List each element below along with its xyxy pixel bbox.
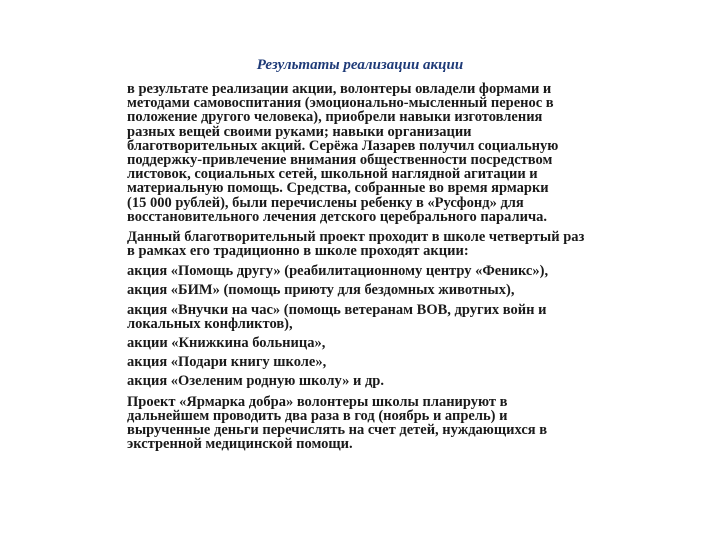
- text-line: (15 000 рублей), были перечислены ребенку в «Русфонд» для: [127, 194, 524, 211]
- text-line: акция «Помощь другу» (реабилитационному центру «Феникс»),: [127, 263, 549, 280]
- text-line: акция «Подари книгу школе»,: [127, 354, 327, 371]
- action-item: [127, 336, 647, 350]
- text-line: Данный благотворительный проект проходит в школе четвертый раз: [127, 228, 585, 245]
- action-item: [127, 264, 647, 278]
- text-line: акции «Книжкина больница»,: [127, 335, 326, 351]
- action-item: [127, 374, 647, 388]
- text-line: в рамках его традиционно в школе проходят акции:: [127, 243, 469, 260]
- text-line: экстренной медицинской помощи.: [127, 436, 353, 453]
- action-item: [127, 355, 647, 369]
- slide-body: [127, 82, 647, 457]
- text-line: акция «БИМ» (помощь приюту для бездомных животных),: [127, 282, 515, 299]
- slide-title: Результаты реализации акции: [256, 57, 464, 73]
- text-line: листовок, социальных сетей, школьной наглядной агитации и: [127, 166, 538, 183]
- paragraph-fair-project: [127, 395, 647, 452]
- text-line: восстановительного лечения детского церебрального паралича.: [127, 208, 547, 225]
- text-line: акция «Внучки на час» (помощь ветеранам ВОВ, других войн и: [127, 301, 547, 318]
- action-item: [127, 303, 647, 331]
- text-line: акция «Озеленим родную школу» и др.: [127, 373, 384, 390]
- paragraph-project-intro: [127, 230, 647, 258]
- text-line: Проект «Ярмарка добра» волонтеры школы планируют в: [127, 393, 508, 410]
- text-line: положение другого человека), приобрели навыки изготовления: [127, 109, 543, 126]
- text-line: в результате реализации акции, волонтеры овладели формами и: [127, 81, 552, 97]
- text-line: благотворительных акций. Серёжа Лазарев получил социальную: [127, 137, 559, 154]
- text-line: материальную помощь. Средства, собранные во время ярмарки: [127, 180, 549, 197]
- paragraph-results: [127, 82, 647, 224]
- text-line: вырученные деньги перечислять на счет детей, нуждающихся в: [127, 421, 548, 438]
- text-line: разных вещей своими руками; навыки организации: [127, 123, 472, 140]
- text-line: методами самовоспитания (эмоционально-мысленный перенос в: [127, 95, 554, 112]
- text-line: поддержку-привлечение внимания общественности посредством: [127, 151, 553, 168]
- text-line: локальных конфликтов),: [127, 315, 293, 332]
- text-line: дальнейшем проводить два раза в год (ноябрь и апрель) и: [127, 407, 508, 424]
- action-item: [127, 283, 647, 297]
